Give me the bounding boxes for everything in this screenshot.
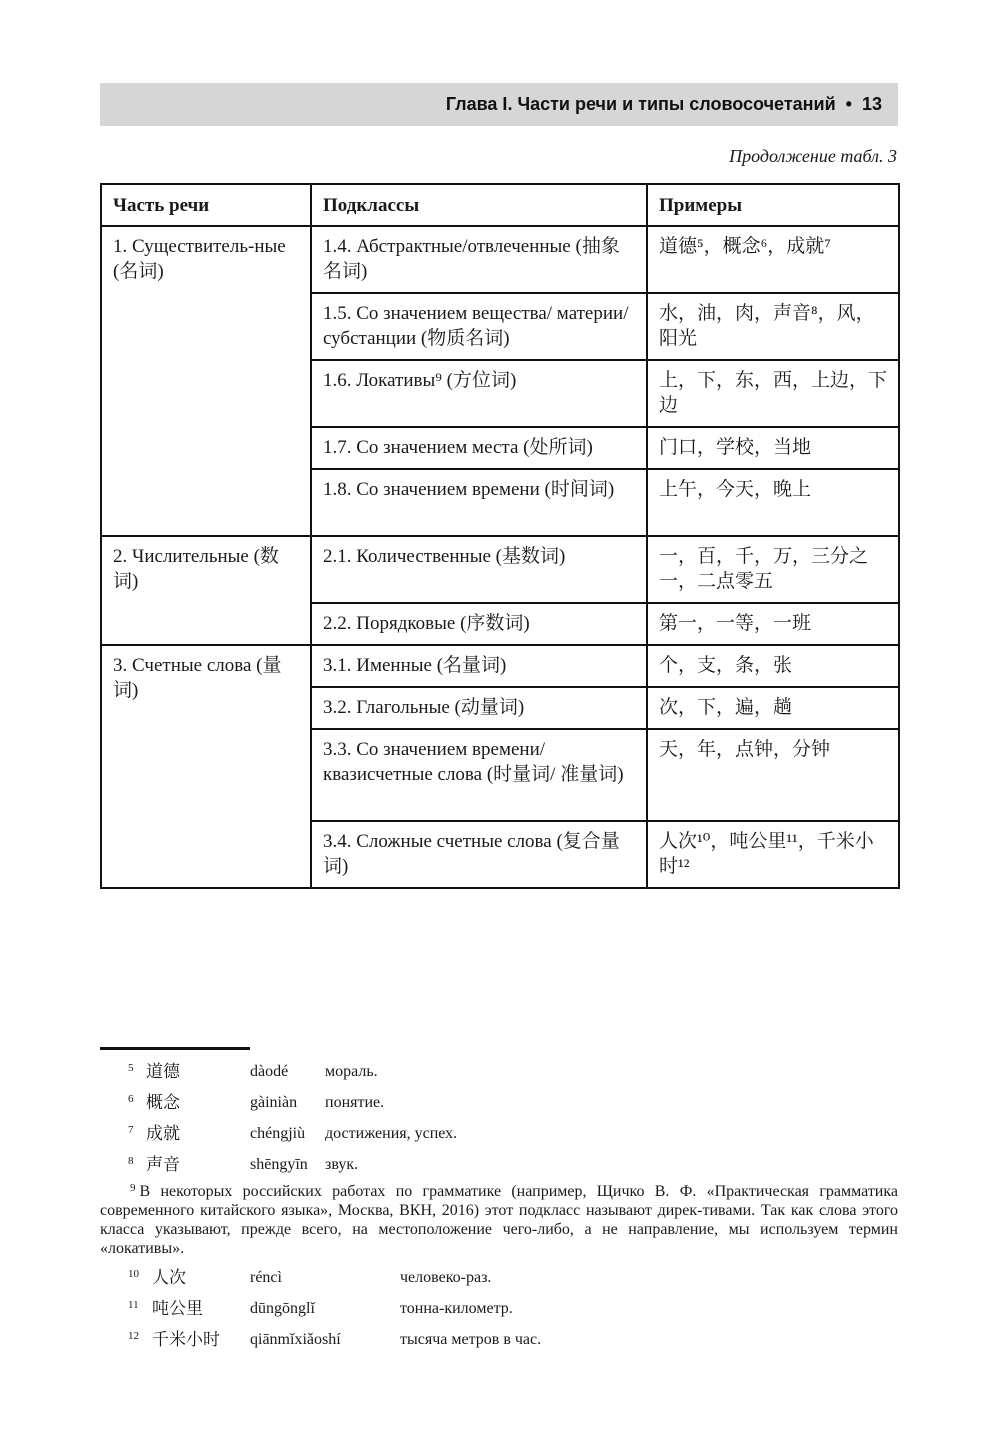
footnote-number: 12 [128,1330,139,1342]
subclass-cell: 3.3. Со значением времени/ квазисчетные слова (时量词/ 准量词) [311,729,647,821]
footnote-translation: звук. [325,1156,359,1173]
examples-cell: 门口，学校，当地 [647,427,899,469]
footnote-pinyin: shēngyīn [250,1156,308,1173]
footnote-pinyin: réncì [250,1269,282,1286]
footnote-hanzi: 千米小时 [152,1330,220,1349]
footnote-pinyin: dàodé [250,1063,289,1080]
column-header: Часть речи [101,184,311,226]
column-header: Примеры [647,184,899,226]
subclass-cell: 2.2. Порядковые (序数词) [311,603,647,645]
footnote-hanzi: 吨公里 [152,1299,203,1318]
footnote-translation: понятие. [325,1094,385,1111]
table-row [101,536,899,603]
footnote-number: 5 [128,1062,134,1074]
footnote-pinyin: dūngōnglǐ [250,1300,315,1317]
subclass-cell: 3.1. Именные (名量词) [311,645,647,687]
examples-cell: 道德⁵，概念⁶，成就⁷ [647,226,899,293]
subclass-cell: 1.7. Со значением места (处所词) [311,427,647,469]
footnote-translation: тонна-километр. [400,1300,513,1317]
table-row [101,226,899,293]
part-of-speech-cell: 1. Существитель-ные (名词) [101,226,311,536]
examples-cell: 人次¹⁰，吨公里¹¹，千米小时¹² [647,821,899,888]
table-row [101,645,899,687]
footnote-pinyin: qiānmǐxiǎoshí [250,1331,341,1348]
footnote-hanzi: 道德 [146,1062,180,1081]
footnote-translation: мораль. [325,1063,378,1080]
footnote-rule [100,1047,250,1050]
running-head [100,83,898,126]
part-of-speech-cell: 2. Числительные (数词) [101,536,311,645]
footnote-number: 11 [128,1299,139,1311]
examples-cell: 次，下，遍，趟 [647,687,899,729]
examples-cell: 水，油，肉，声音⁸，风，阳光 [647,293,899,360]
column-header: Подклассы [311,184,647,226]
footnote-pinyin: chéngjiù [250,1125,306,1142]
subclass-cell: 1.8. Со значением времени (时间词) [311,469,647,536]
subclass-cell: 1.6. Локативы⁹ (方位词) [311,360,647,427]
footnote-hanzi: 成就 [146,1124,180,1143]
footnote-translation: достижения, успех. [325,1125,458,1142]
subclass-cell: 1.4. Абстрактные/отвлеченные (抽象名词) [311,226,647,293]
footnote-hanzi: 人次 [152,1268,186,1287]
footnote-number: 6 [128,1093,134,1105]
examples-cell: 上午，今天，晚上 [647,469,899,536]
subclass-cell: 2.1. Количественные (基数词) [311,536,647,603]
footnote-number: 10 [128,1268,139,1280]
header-separator: • [845,94,852,114]
subclass-cell: 3.4. Сложные счетные слова (复合量词) [311,821,647,888]
footnote-text: В некоторых российских работах по грамматике (например, Щичко В. Ф. «Практическая грамматика современного китайского языка», Москва, ВКН, 2016) этот подкласс называют дирек-тивами. Так как слова этого класса указывают, прежде всего, на местоположение чего-либо, а не направление, мы используем термин «локативы». [100,1183,898,1257]
footnote-translation: тысяча метров в час. [400,1331,542,1348]
table-header-row [101,184,899,226]
part-of-speech-cell: 3. Счетные слова (量词) [101,645,311,888]
examples-cell: 天，年，点钟，分钟 [647,729,899,821]
table-caption: Продолжение табл. 3 [729,146,897,166]
subclass-cell: 3.2. Глагольные (动量词) [311,687,647,729]
examples-cell: 上，下，东，西，上边，下边 [647,360,899,427]
footnote-number: 8 [128,1155,134,1167]
examples-cell: 一，百，千，万，三分之一，二点零五 [647,536,899,603]
footnote-translation: человеко-раз. [400,1269,492,1286]
footnote-pinyin: gàiniàn [250,1094,298,1111]
footnote-9 [100,1182,898,1258]
footnote-hanzi: 声音 [146,1155,180,1174]
footnote-number: 7 [128,1124,134,1136]
footnote-number: 9 [130,1182,136,1194]
examples-cell: 个，支，条，张 [647,645,899,687]
page-number: 13 [861,94,882,114]
chapter-title: Глава I. Части речи и типы словосочетаний [445,94,836,114]
parts-of-speech-table [100,183,900,889]
footnote-hanzi: 概念 [146,1093,180,1112]
examples-cell: 第一，一等，一班 [647,603,899,645]
subclass-cell: 1.5. Со значением вещества/ материи/субстанции (物质名词) [311,293,647,360]
